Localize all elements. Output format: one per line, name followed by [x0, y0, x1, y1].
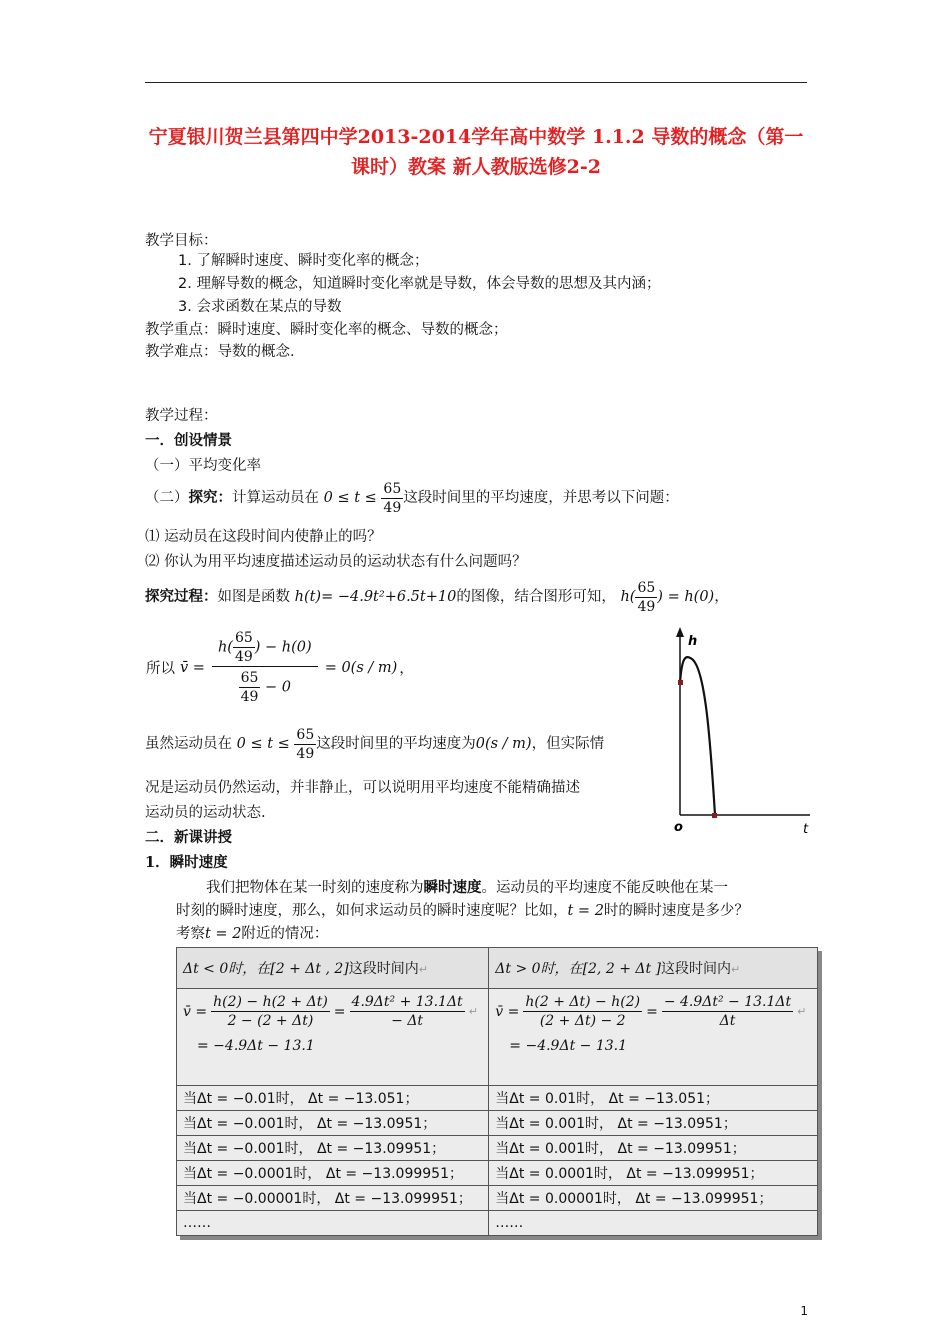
process-heading: 教学过程： — [145, 408, 218, 424]
hdr2-a: Δt > 0时，在 — [495, 961, 583, 977]
explore-text-b: 这段时间里的平均速度，并思考以下问题： — [403, 490, 679, 506]
f2-num2: − 4.9Δt² − 13.1Δt — [663, 994, 792, 1010]
f1-result: = −4.9Δt − 13.1 — [197, 1038, 315, 1054]
so-text: 所以 — [146, 661, 175, 677]
frac-den: 49 — [296, 745, 315, 762]
frac-den: 49 — [234, 649, 253, 665]
table-cell: 当Δt = −0.001时， Δt = −13.0951； — [177, 1111, 489, 1136]
height-time-graph — [660, 625, 820, 840]
f1-num1: h(2) − h(2 + Δt) — [213, 994, 328, 1010]
header-rule — [145, 82, 807, 83]
table-header-positive: Δt > 0时，在[2, 2 + Δt ]这段时间内↵ — [489, 948, 818, 989]
table-cell: 当Δt = −0.0001时， Δt = −13.099951； — [177, 1161, 489, 1186]
frac-num: 65 — [383, 480, 402, 497]
inequality: 0 ≤ t ≤ — [323, 490, 377, 506]
table-row — [177, 1186, 818, 1211]
end-point — [712, 813, 717, 818]
difficulty: 教学难点：导数的概念. — [145, 344, 295, 360]
subsection-average-rate: （一）平均变化率 — [145, 458, 261, 474]
table-row — [177, 1111, 818, 1136]
table-cell: 当Δt = 0.01时， Δt = −13.051； — [489, 1086, 818, 1111]
although-line-1 — [145, 724, 604, 764]
key-points: 教学重点：瞬时速度、瞬时变化率的概念、导数的概念； — [145, 322, 508, 338]
table-cell: …… — [177, 1211, 489, 1236]
explore-process-label: 探究过程： — [145, 588, 218, 605]
inequality-2: 0 ≤ t ≤ — [236, 736, 290, 752]
table-cell: …… — [489, 1211, 818, 1236]
table-cell: 当Δt = 0.001时， Δt = −13.09951； — [489, 1136, 818, 1161]
subsection-instant-velocity: 1．瞬时速度 — [145, 854, 228, 871]
y-axis-arrow — [676, 627, 684, 637]
para1-bold: 瞬时速度 — [423, 879, 482, 896]
question-1: ⑴ 运动员在这段时间内使静止的吗？ — [145, 529, 382, 545]
explore-text-a: 计算运动员在 — [232, 490, 319, 506]
table-cell: 当Δt = −0.00001时， Δt = −13.099951； — [177, 1186, 489, 1211]
frac-den: 49 — [383, 499, 402, 516]
avg-velocity-result: = 0(s / m) — [324, 659, 398, 676]
x-axis-label: t — [803, 822, 809, 837]
section-1-heading: 一．创设情景 — [145, 432, 232, 449]
trajectory-curve — [680, 657, 715, 815]
frac-den: 49 — [240, 689, 259, 705]
frac-den: 49 — [637, 598, 656, 615]
table-cell: 当Δt = 0.0001时， Δt = −13.099951； — [489, 1161, 818, 1186]
f1-num2: 4.9Δt² + 13.1Δt — [351, 994, 463, 1010]
although-c: ，但实际情 — [531, 736, 605, 752]
objectives-heading: 教学目标： — [145, 233, 218, 249]
h-equals-h0: = h(0) — [667, 589, 715, 605]
zero-sm: 0(s / m) — [475, 736, 532, 752]
although-a: 虽然运动员在 — [145, 736, 232, 752]
avg-velocity-formula: 所以 v̄ = h( $\frac{65}{49}$ ) − h(0) $\frac{65}{49}$ − 0 = 0(s / m) ， — [146, 630, 414, 705]
objective-2: 2. 理解导数的概念，知道瞬时变化率就是导数，体会导数的思想及其内涵； — [178, 276, 661, 292]
paragraph-line-2 — [176, 899, 749, 920]
table-row — [177, 1161, 818, 1186]
table-row — [177, 1086, 818, 1111]
table-cell: 当Δt = 0.00001时， Δt = −13.099951； — [489, 1186, 818, 1211]
paragraph-line-1 — [206, 876, 728, 897]
table-cell: 当Δt = −0.01时， Δt = −13.051； — [177, 1086, 489, 1111]
question-2: ⑵ 你认为用平均速度描述运动员的运动状态有什么问题吗？ — [145, 554, 527, 570]
f2-den2: Δt — [719, 1013, 736, 1029]
f1-den1: 2 − (2 + Δt) — [227, 1013, 314, 1029]
hdr1-b: [2 + Δt , 2] — [270, 961, 349, 977]
origin-label: o — [674, 820, 683, 835]
f2-den1: (2 + Δt) − 2 — [539, 1013, 626, 1029]
document-title: 宁夏银川贺兰县第四中学2013-2014学年高中数学 1.1.2 导数的概念（第一课时）教案 新人教版选修2-2 — [148, 126, 804, 178]
para3-a: 考察 — [176, 926, 205, 942]
f1-den2: − Δt — [391, 1013, 424, 1029]
section-2-heading: 二．新课讲授 — [145, 829, 232, 846]
frac-num: 65 — [240, 670, 259, 686]
fraction-65-49 — [381, 480, 403, 517]
explore-process-text-b: 的图像，结合图形可知， — [456, 589, 616, 605]
hdr2-c: 这段时间内 — [661, 961, 732, 977]
function-expression: h(t)= −4.9t²+6.5t+10 — [294, 589, 457, 605]
para2-b: 时的瞬时速度是多少？ — [603, 903, 749, 919]
objective-1: 1. 了解瞬时速度、瞬时变化率的概念； — [178, 253, 429, 269]
explore-prefix: （二） — [145, 490, 189, 506]
table-row — [177, 1136, 818, 1161]
hdr1-c: 这段时间内 — [348, 961, 419, 977]
explore-process-text-a: 如图是函数 — [217, 589, 290, 605]
although-line-3: 运动员的运动状态. — [145, 805, 266, 821]
hdr1-a: Δt < 0时，在 — [183, 961, 271, 977]
minus-zero: − 0 — [265, 679, 292, 696]
start-point — [678, 680, 683, 685]
although-line-2: 况是运动员仍然运动，并非静止，可以说明用平均速度不能精确描述 — [145, 780, 580, 796]
page-number: 1 — [800, 1304, 808, 1318]
although-b: 这段时间里的平均速度为 — [316, 736, 476, 752]
t-eq-2: t = 2 — [205, 926, 242, 942]
explore-line — [145, 478, 679, 518]
paragraph-line-3 — [176, 922, 328, 943]
y-axis-label: h — [688, 634, 698, 649]
para1-a: 我们把物体在某一时刻的速度称为 — [206, 880, 424, 896]
instantaneous-velocity-table — [176, 947, 818, 1236]
explore-process-line: 探究过程：如图是函数 h(t)= −4.9t²+6.5t+10的图像，结合图形可知， h( $\frac{65}{49}$ ) = h(0)， — [145, 579, 729, 615]
para1-b: 。运动员的平均速度不能反映他在某一 — [481, 880, 728, 896]
hdr2-b: [2, 2 + Δt ] — [582, 961, 662, 977]
table-cell: 当Δt = 0.001时， Δt = −13.0951； — [489, 1111, 818, 1136]
frac-num: 65 — [637, 579, 656, 596]
h0-minus: ) − h(0) — [254, 639, 312, 656]
table-header-negative: Δt < 0时，在[2 + Δt , 2]这段时间内↵ — [177, 948, 489, 989]
objective-3: 3. 会求函数在某点的导数 — [178, 299, 342, 315]
f2-num1: h(2 + Δt) − h(2) — [525, 994, 641, 1010]
formula-negative: v̄ = $\frac{h(2) - h(2 + \Delta t)}{2 - (2 + \Delta t)}$ = $\frac{\text{4.9Δt² + 13.1Δt}}{- \Delta t}$ ↵ = −4.9Δt − 13.1 — [177, 989, 489, 1086]
para2-a: 时刻的瞬时速度，那么，如何求运动员的瞬时速度呢？比如， — [176, 903, 568, 919]
t-eq-2: t = 2 — [567, 903, 604, 919]
frac-num: 65 — [234, 630, 253, 646]
f2-result: = −4.9Δt − 13.1 — [509, 1038, 627, 1054]
formula-positive: v̄ = $\frac{h(2 + \Delta t) - h(2)}{(2 + \Delta t) - 2}$ = $\frac{\text{− 4.9Δt² − 13.1Δt}}{\Delta t}$ ↵ = −4.9Δt − 13.1 — [489, 989, 818, 1086]
fraction-65-49-b — [635, 579, 657, 616]
explore-label: 探究： — [188, 489, 232, 506]
table-cell: 当Δt = −0.001时， Δt = −13.09951； — [177, 1136, 489, 1161]
table-row — [177, 1211, 818, 1236]
frac-num: 65 — [296, 726, 315, 743]
para3-b: 附近的情况： — [241, 926, 329, 942]
